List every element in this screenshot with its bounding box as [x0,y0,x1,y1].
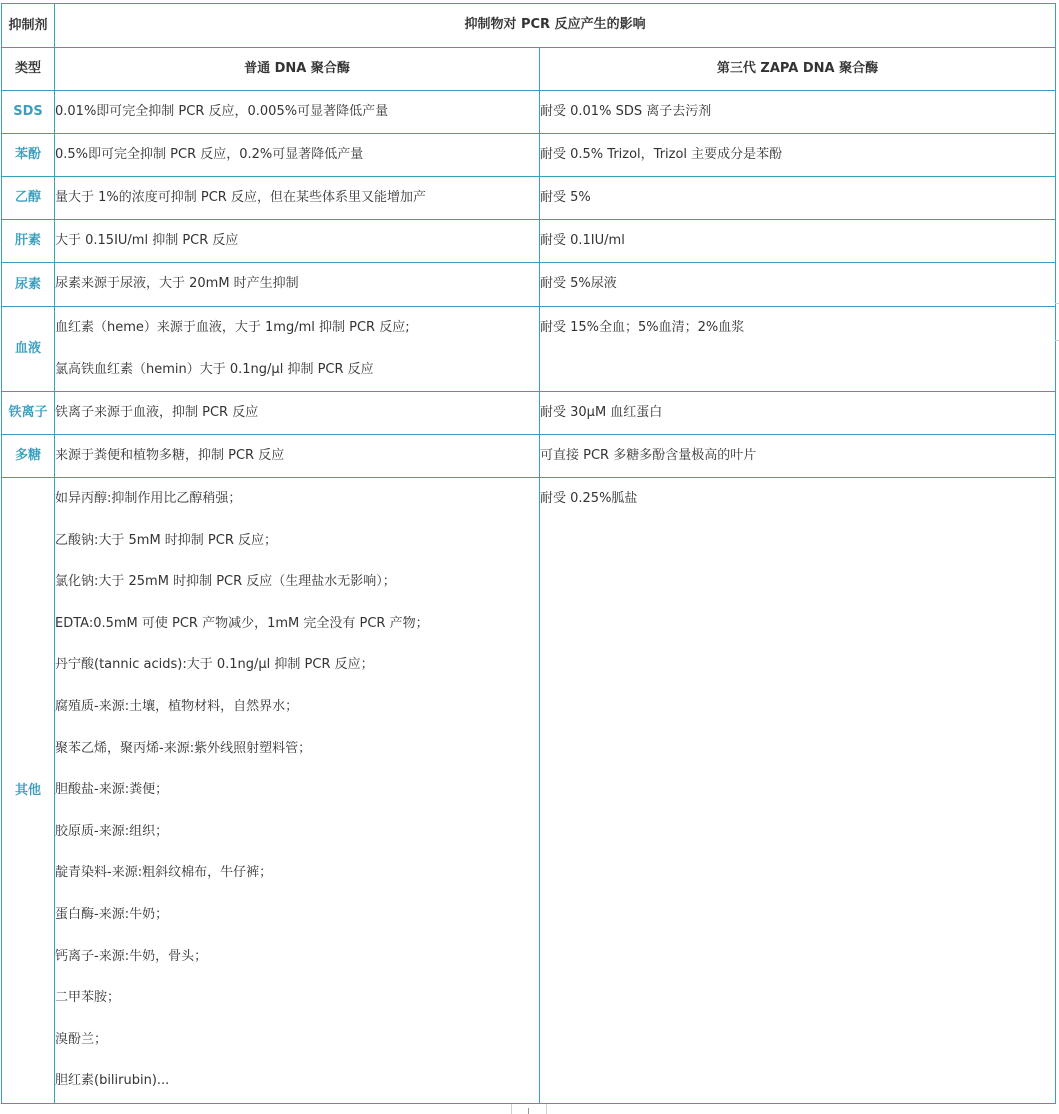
table-row [2,177,1056,220]
zapa-polymerase-cell [540,478,1056,1104]
cell-text-line: 耐受 0.25%胍盐 [540,491,638,506]
table-row [2,263,1056,307]
zapa-polymerase-cell [540,220,1056,263]
inhibitor-type-cell: 肝素 [2,220,55,263]
cell-text-line: 胶原质-来源:组织； [55,823,169,839]
zapa-polymerase-cell [540,134,1056,177]
table-row [2,435,1056,478]
edge-mark [1055,340,1059,341]
cell-text-line: 如异丙醇:抑制作用比乙醇稍强； [55,491,242,506]
cell-text-line: 耐受 0.1IU/ml [540,233,625,248]
cell-text-line: 耐受 0.01% SDS 离子去污剂 [540,104,712,119]
cell-text-line: 耐受 5% [540,190,591,205]
normal-polymerase-cell [55,177,540,220]
normal-polymerase-cell [55,478,540,1104]
cell-text-line: 0.5%即可完全抑制 PCR 反应，0.2%可显著降低产量 [55,147,364,162]
zapa-polymerase-cell [540,177,1056,220]
cell-text-line: 溴酚兰； [55,1031,108,1047]
inhibitor-type-cell: 苯酚 [2,134,55,177]
header-zapa-polymerase: 第三代 ZAPA DNA 聚合酶 [540,47,1056,91]
table-row [2,478,1056,1104]
cell-text-line: 量大于 1%的浓度可抑制 PCR 反应，但在某些体系里又能增加产 [55,190,426,205]
table-row [2,392,1056,435]
zapa-polymerase-cell [540,435,1056,478]
inhibitor-type-cell: 多糖 [2,435,55,478]
cell-text-line: 血红素（heme）来源于血液，大于 1mg/ml 抑制 PCR 反应; [55,320,410,335]
cell-text-line: 乙酸钠:大于 5mM 时抑制 PCR 反应； [55,532,278,548]
cell-text-line: 可直接 PCR 多糖多酚含量极高的叶片 [540,448,757,463]
cell-text-line: 二甲苯胺； [55,990,121,1006]
zapa-polymerase-cell [540,392,1056,435]
inhibitor-type-cell: 乙醇 [2,177,55,220]
zapa-polymerase-cell [540,91,1056,134]
header-type-label: 类型 [14,61,41,76]
inhibitor-type-cell: 尿素 [2,263,55,307]
cell-text-line: 蛋白酶-来源:牛奶； [55,906,169,922]
zapa-polymerase-cell [540,307,1056,392]
header-inhibitor-label: 抑制剂 [2,4,54,48]
inhibitor-type-cell: 铁离子 [2,392,55,435]
cell-text-line: 丹宁酸(tannic acids):大于 0.1ng/μl 抑制 PCR 反应； [55,657,374,673]
cell-text-line: 氯高铁血红素（hemin）大于 0.1ng/μl 抑制 PCR 反应 [55,361,374,377]
inhibitor-type-cell: 血液 [2,307,55,392]
normal-polymerase-cell [55,263,540,307]
cell-text-line: 胆酸盐-来源:粪便； [55,782,169,798]
cell-text-line: 铁离子来源于血液，抑制 PCR 反应 [55,405,259,420]
cell-text-line: 耐受 5%尿液 [540,276,617,291]
normal-polymerase-cell [55,91,540,134]
table-row [2,91,1056,134]
zapa-polymerase-cell [540,263,1056,307]
cell-text-line: 来源于粪便和植物多糖，抑制 PCR 反应 [55,448,285,463]
table-title: 抑制物对 PCR 反应产生的影响 [55,4,1056,48]
cell-text-line: 氯化钠:大于 25mM 时抑制 PCR 反应（生理盐水无影响）； [55,574,396,590]
normal-polymerase-cell [55,220,540,263]
header-inhibitor-type [2,4,55,91]
cell-text-line: 大于 0.15IU/ml 抑制 PCR 反应 [55,233,239,248]
cell-text-line: 钙离子-来源:牛奶，骨头； [55,948,208,964]
table-row [2,134,1056,177]
normal-polymerase-cell [55,307,540,392]
inhibitor-type-cell: SDS [2,91,55,134]
pcr-inhibitor-table [1,3,1056,1104]
normal-polymerase-cell [55,435,540,478]
cell-text-line: 聚苯乙烯，聚丙烯-来源:紫外线照射塑料管； [55,740,312,756]
cell-text-line: 靛青染料-来源:粗斜纹棉布，牛仔裤； [55,865,273,881]
normal-polymerase-cell [55,392,540,435]
table-row [2,220,1056,263]
cell-text-line: 0.01%即可完全抑制 PCR 反应，0.005%可显著降低产量 [55,104,389,119]
scroll-handle [511,1104,547,1114]
cell-text-line: 耐受 30μM 血红蛋白 [540,405,663,420]
inhibitor-type-cell: 其他 [2,478,55,1104]
cell-text-line: 腐殖质-来源:土壤，植物材料，自然界水； [55,698,299,714]
cell-text-line: 胆红素(bilirubin)... [55,1073,170,1089]
table-row [2,307,1056,392]
normal-polymerase-cell [55,134,540,177]
cell-text-line: 耐受 0.5% Trizol，Trizol 主要成分是苯酚 [540,147,783,162]
header-normal-polymerase: 普通 DNA 聚合酶 [55,47,540,91]
cell-text-line: EDTA:0.5mM 可使 PCR 产物减少，1mM 完全没有 PCR 产物； [55,615,429,631]
cell-text-line: 耐受 15%全血；5%血清；2%血浆 [540,320,745,335]
edge-mark [1055,303,1059,304]
cell-text-line: 尿素来源于尿液，大于 20mM 时产生抑制 [55,276,299,291]
